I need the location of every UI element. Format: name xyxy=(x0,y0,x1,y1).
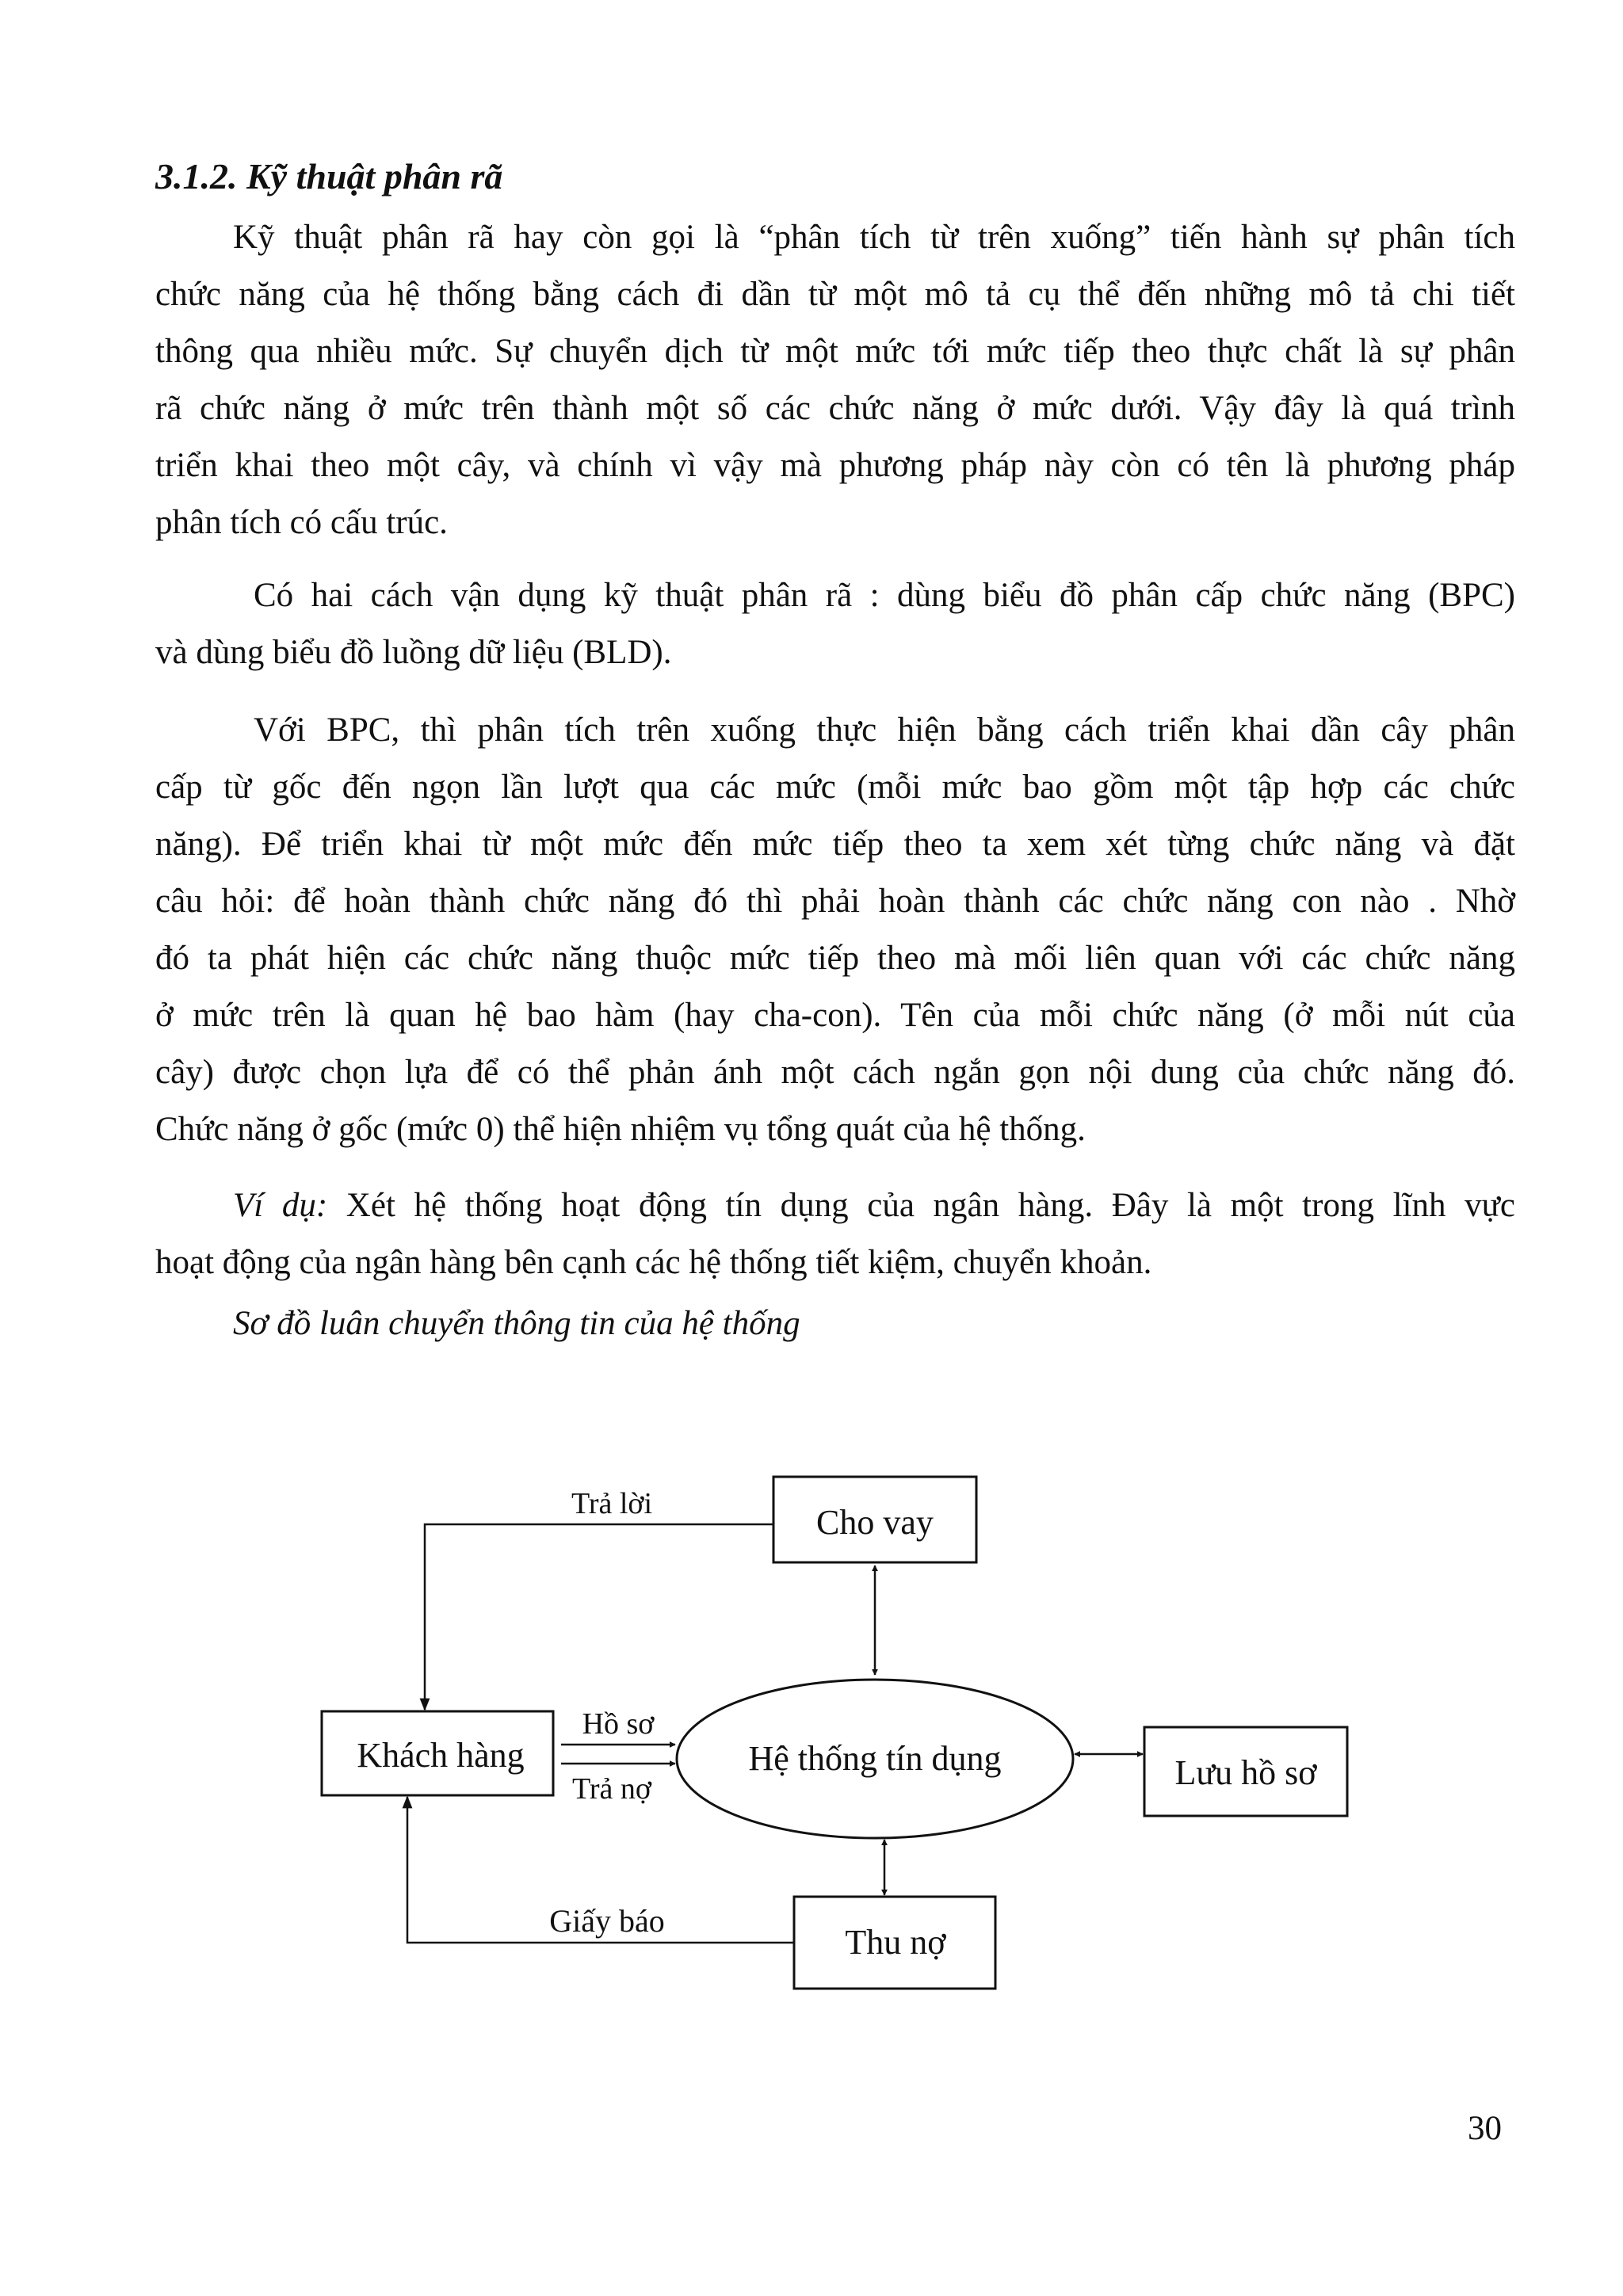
text-line: Có hai cách vận dụng kỹ thuật phân rã : dùng biểu đồ phân cấp chức năng (BPC) xyxy=(254,577,1515,614)
node-luu-ho-so-label: Lưu hồ sơ xyxy=(1174,1753,1317,1792)
node-he-thong-tin-dung xyxy=(677,1680,1073,1838)
flow-tra-loi xyxy=(425,1487,773,1710)
text-line: thông qua nhiều mức. Sự chuyển dịch từ một mức tới mức tiếp theo thực chất là sự phân xyxy=(155,333,1515,370)
text-line: phân tích có cấu trúc. xyxy=(155,504,448,541)
flow-ho-so xyxy=(561,1707,675,1745)
text-line: câu hỏi: để hoàn thành chức năng đó thì phải hoàn thành các chức năng con nào . Nhờ xyxy=(155,883,1515,920)
flow-tra-loi-label: Trả lời xyxy=(571,1487,653,1520)
text-line: Kỹ thuật phân rã hay còn gọi là “phân tích từ trên xuống” tiến hành sự phân tích xyxy=(233,219,1515,256)
node-luu-ho-so xyxy=(1144,1727,1347,1816)
text-line: và dùng biểu đồ luồng dữ liệu (BLD). xyxy=(155,634,672,671)
flow-tra-no-label: Trả nợ xyxy=(572,1772,651,1806)
text-line: cấp từ gốc đến ngọn lần lượt qua các mức (mỗi mức bao gồm một tập hợp các chức xyxy=(155,769,1515,806)
flow-giay-bao-label: Giấy báo xyxy=(549,1903,665,1939)
node-thu-no xyxy=(794,1897,995,1989)
example-label: Ví dụ: xyxy=(233,1187,328,1224)
node-thu-no-label: Thu nợ xyxy=(845,1923,946,1962)
node-cho-vay-label: Cho vay xyxy=(816,1503,934,1542)
flow-ho-so-label: Hồ sơ xyxy=(582,1707,655,1741)
flow-giay-bao xyxy=(407,1797,794,1943)
text-line: đó ta phát hiện các chức năng thuộc mức tiếp theo mà mối liên quan với các chức năng xyxy=(155,940,1515,977)
section-heading: 3.1.2. Kỹ thuật phân rã xyxy=(155,156,503,196)
node-center-label: Hệ thống tín dụng xyxy=(748,1739,1002,1778)
text-line: cây) được chọn lựa để có thể phản ánh một cách ngắn gọn nội dung của chức năng đó. xyxy=(155,1054,1515,1091)
text-line: năng). Để triển khai từ một mức đến mức tiếp theo ta xem xét từng chức năng và đặt xyxy=(155,826,1515,863)
node-cho-vay xyxy=(773,1477,976,1562)
text-line: rã chức năng ở mức trên thành một số các chức năng ở mức dưới. Vậy đây là quá trình xyxy=(155,390,1515,427)
text-line: chức năng của hệ thống bằng cách đi dần từ một mô tả cụ thể đến những mô tả chi tiết xyxy=(155,276,1515,313)
page-number: 30 xyxy=(1468,2110,1502,2147)
text-line: Với BPC, thì phân tích trên xuống thực hiện bằng cách triển khai dần cây phân xyxy=(254,711,1515,749)
text-line: ở mức trên là quan hệ bao hàm (hay cha-con). Tên của mỗi chức năng (ở mỗi nút của xyxy=(155,997,1515,1034)
node-khach-hang xyxy=(322,1711,553,1795)
text-line: Chức năng ở gốc (mức 0) thể hiện nhiệm vụ tổng quát của hệ thống. xyxy=(155,1111,1086,1148)
text-line: triển khai theo một cây, và chính vì vậy mà phương pháp này còn có tên là phương pháp xyxy=(155,447,1515,484)
example-text: Xét hệ thống hoạt động tín dụng của ngân hàng. Đây là một trong lĩnh vực xyxy=(327,1187,1515,1224)
diagram-caption: Sơ đồ luân chuyển thông tin của hệ thống xyxy=(233,1305,800,1342)
text-line: hoạt động của ngân hàng bên cạnh các hệ thống tiết kiệm, chuyển khoản. xyxy=(155,1244,1152,1281)
node-khach-hang-label: Khách hàng xyxy=(357,1736,525,1775)
flow-tra-no xyxy=(561,1764,675,1806)
